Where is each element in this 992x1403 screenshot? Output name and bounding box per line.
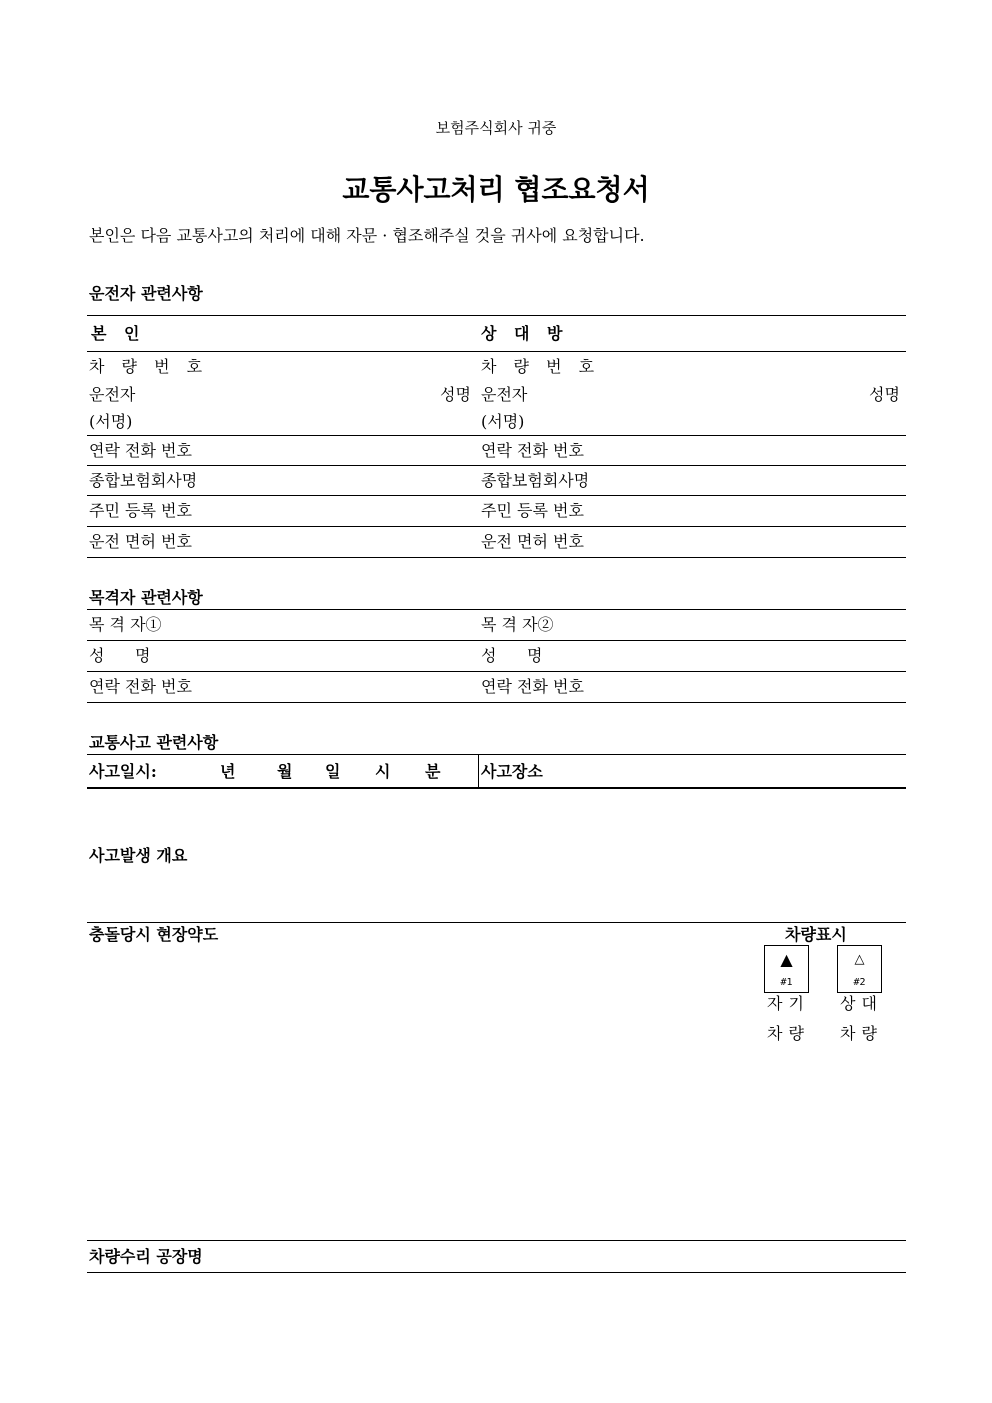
- witness-1-phone: 연락 전화 번호: [89, 677, 192, 696]
- self-resident-number: 주민 등록 번호: [89, 501, 192, 520]
- self-driver: 운전자: [89, 385, 136, 404]
- other-vehicle-label: 상대: [840, 994, 883, 1013]
- other-license-number: 운전 면허 번호: [481, 532, 584, 551]
- other-resident-number: 주민 등록 번호: [481, 501, 584, 520]
- driver-heading: 운전자 관련사항: [89, 284, 203, 303]
- other-driver: 운전자: [481, 385, 528, 404]
- vehicle-legend-title: 차량표시: [785, 925, 847, 944]
- other-name-label: 성명: [869, 385, 900, 404]
- intro-text: 본인은 다음 교통사고의 처리에 대해 자문 · 협조해주실 것을 귀사에 요청합니다.: [89, 226, 645, 245]
- witness-1-name: 성 명: [89, 646, 151, 665]
- other-phone: 연락 전화 번호: [481, 441, 584, 460]
- repair-shop-heading: 차량수리 공장명: [89, 1247, 203, 1266]
- self-header: 본 인: [91, 324, 146, 343]
- hour-label: 시: [375, 762, 391, 781]
- self-signature: (서명): [89, 412, 133, 431]
- own-vehicle-label: 자기: [767, 994, 810, 1013]
- vehicle-2-marker: [837, 945, 882, 993]
- month-label: 월: [277, 762, 293, 781]
- other-vehicle-label-2: 차량: [840, 1024, 883, 1043]
- own-vehicle-label-2: 차량: [767, 1024, 810, 1043]
- outline-triangle-icon: △: [854, 952, 865, 967]
- year-label: 년: [220, 762, 236, 781]
- recipient: 보험주식회사 귀중: [435, 119, 557, 137]
- vehicle-1-marker: [764, 945, 809, 993]
- other-insurer: 종합보험회사명: [481, 471, 590, 490]
- vehicle-1-number: #1: [780, 977, 793, 988]
- self-license-number: 운전 면허 번호: [89, 532, 192, 551]
- overview-heading: 사고발생 개요: [89, 846, 188, 865]
- self-insurer: 종합보험회사명: [89, 471, 198, 490]
- witness-2: 목 격 자②: [481, 615, 554, 634]
- other-signature: (서명): [481, 412, 525, 431]
- minute-label: 분: [425, 762, 441, 781]
- other-party-header: 상 대 방: [481, 324, 569, 343]
- accident-datetime-label: 사고일시:: [89, 762, 157, 781]
- self-name-label: 성명: [440, 385, 471, 404]
- sketch-heading: 충돌당시 현장약도: [89, 925, 219, 944]
- day-label: 일: [325, 762, 341, 781]
- other-vehicle-number: 차 량 번 호: [481, 357, 601, 376]
- self-phone: 연락 전화 번호: [89, 441, 192, 460]
- witness-heading: 목격자 관련사항: [89, 588, 203, 607]
- filled-triangle-icon: ▲: [780, 950, 793, 969]
- witness-2-phone: 연락 전화 번호: [481, 677, 584, 696]
- vehicle-2-number: #2: [853, 977, 866, 988]
- accident-heading: 교통사고 관련사항: [89, 733, 219, 752]
- accident-place-label: 사고장소: [481, 762, 543, 781]
- witness-1: 목 격 자①: [89, 615, 162, 634]
- page-title: 교통사고처리 협조요청서: [342, 173, 650, 206]
- witness-2-name: 성 명: [481, 646, 543, 665]
- self-vehicle-number: 차 량 번 호: [89, 357, 209, 376]
